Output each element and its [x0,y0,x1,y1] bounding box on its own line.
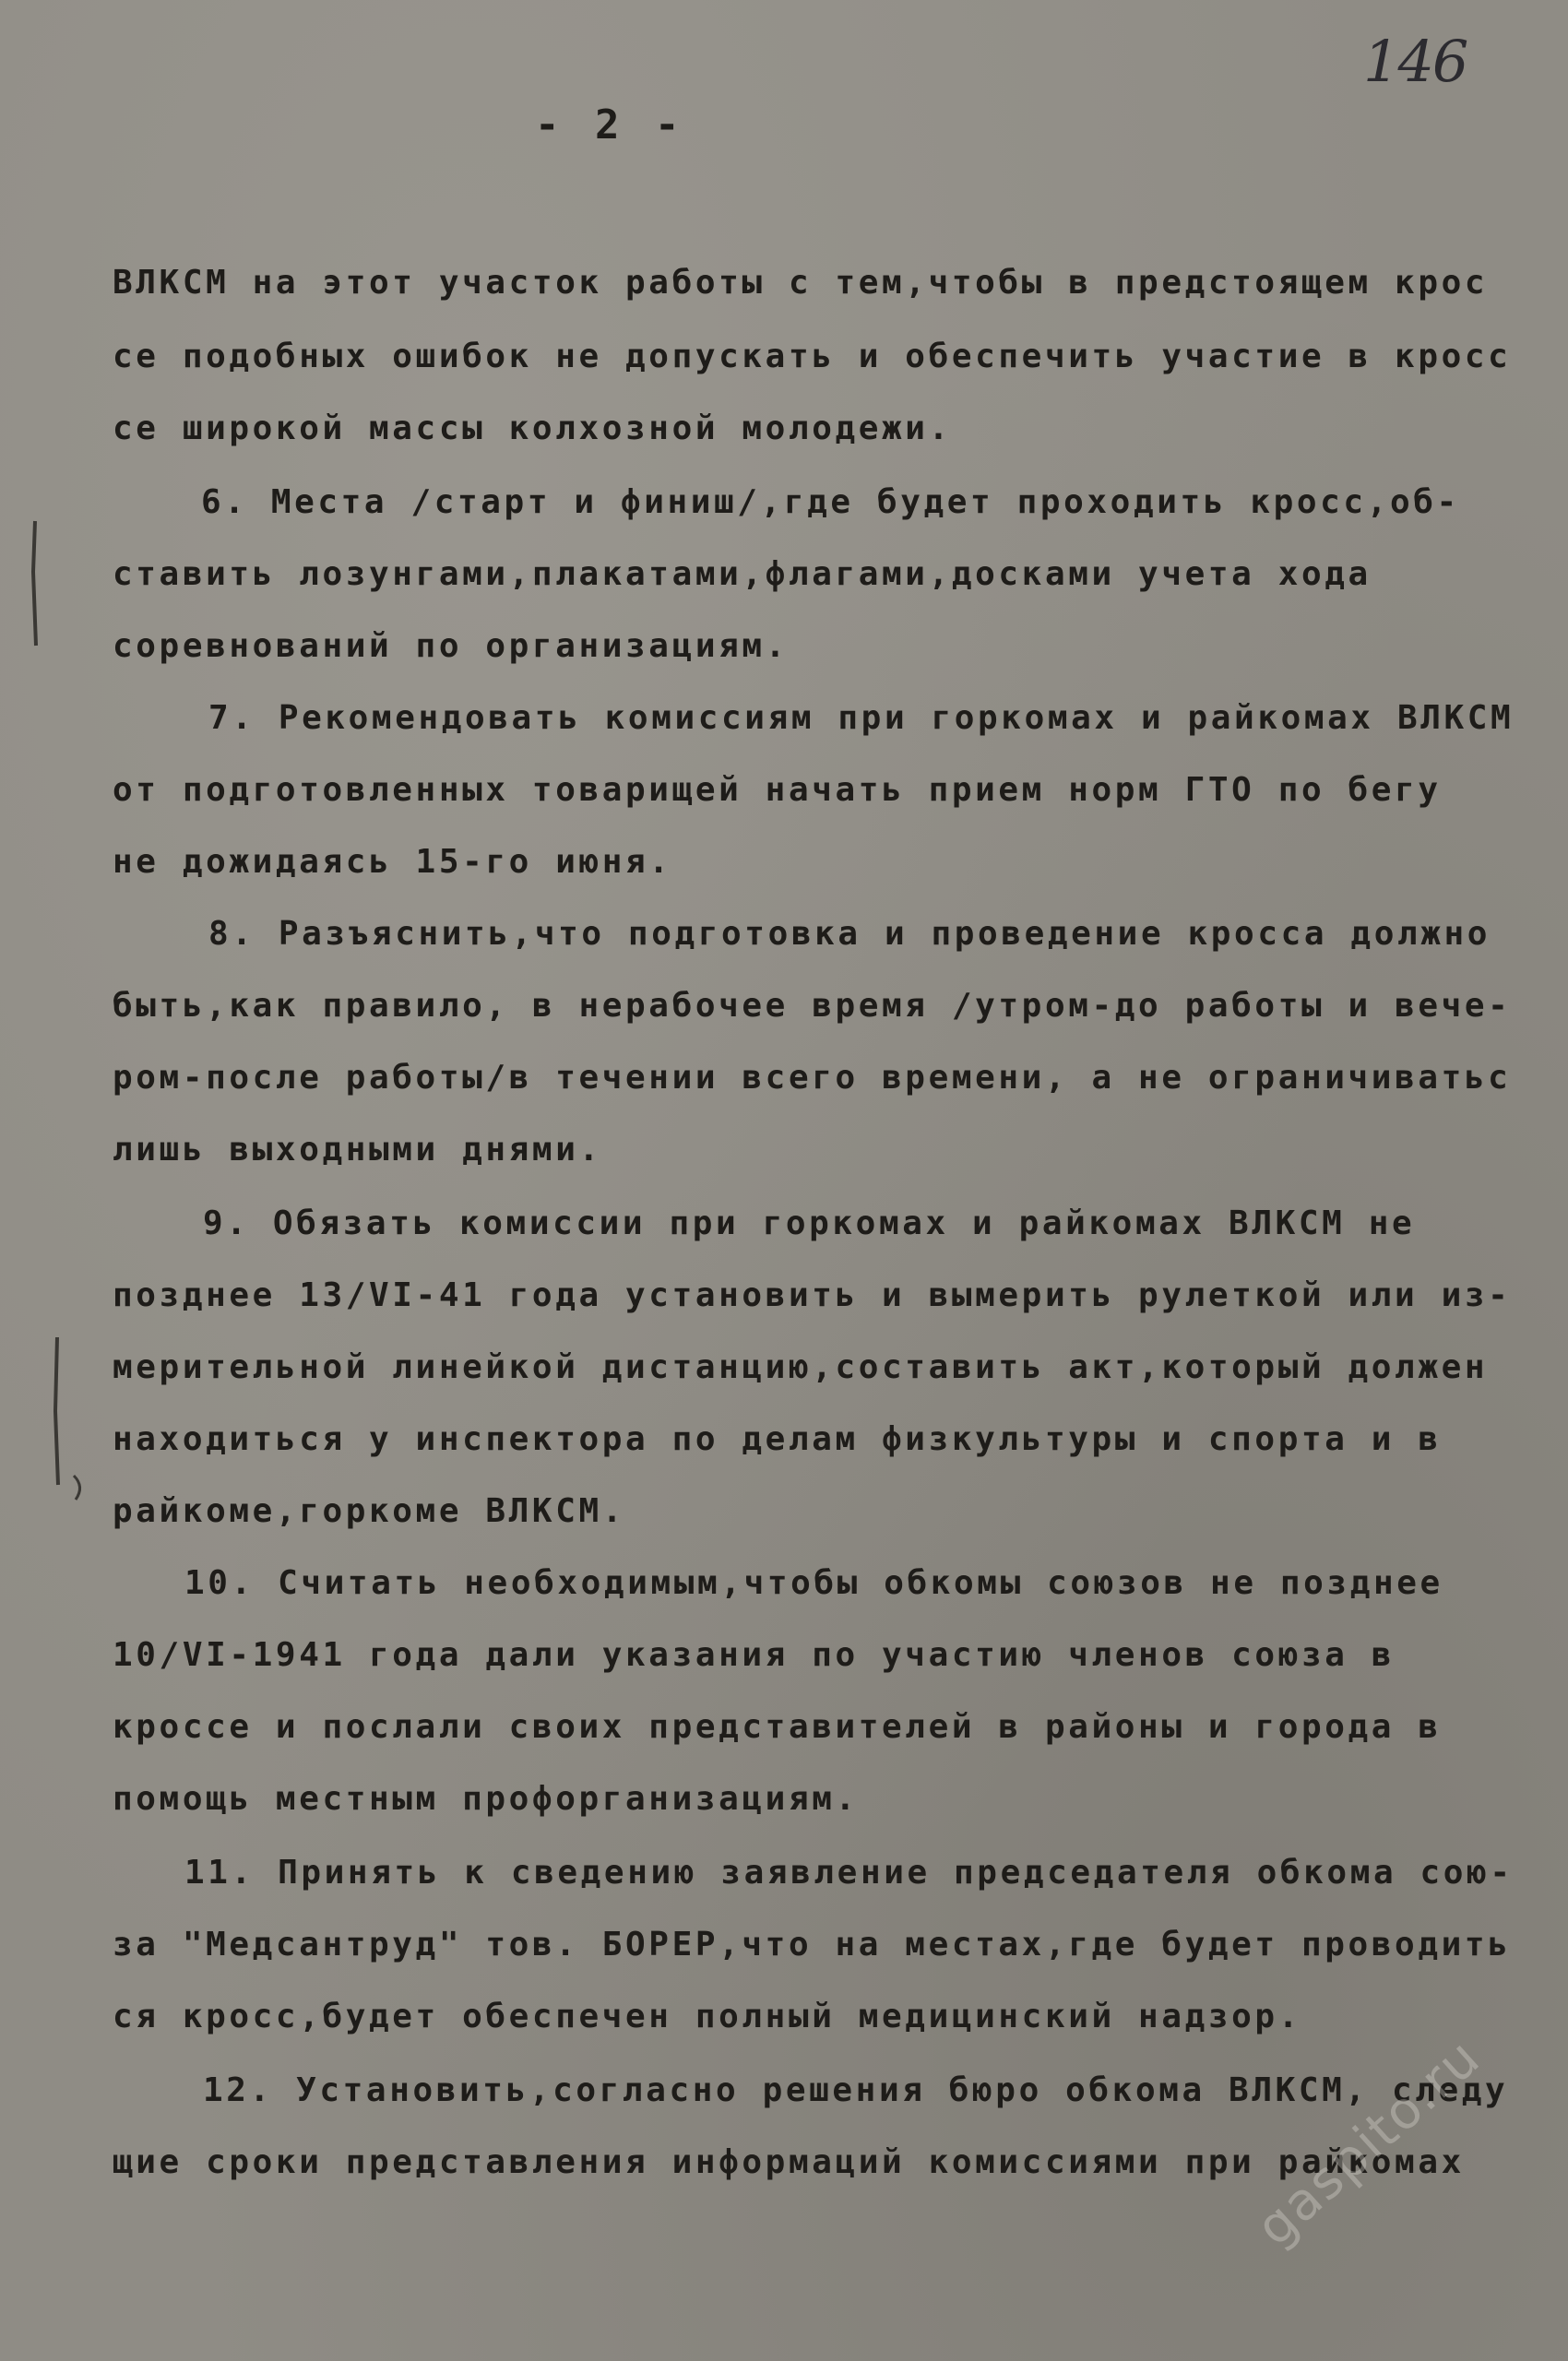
text-line: за "Медсантруд" тов. БОРЕР,что на местах,где будет проводить [113,1926,1512,1964]
text-line: кроссе и послали своих представителей в районы и города в [113,1708,1442,1746]
text-line: соревнований по организациям. [113,627,789,665]
text-line: мерительной линейкой дистанцию,составить акт,который должен [113,1348,1489,1386]
text-line: райкоме,горкоме ВЛКСМ. [113,1492,626,1530]
text-line: ВЛКСМ на этот участок работы с тем,чтобы в предстоящем крос [113,264,1489,302]
text-line: помощь местным профорганизациям. [113,1780,859,1818]
margin-mark-upper [17,516,53,655]
text-line: 10. Считать необходимым,чтобы обкомы союзов не позднее [184,1564,1443,1602]
text-line: 12. Установить,согласно решения бюро обкома ВЛКСМ, следу [203,2071,1509,2109]
text-line: 7. Рекомендовать комиссиям при горкомах и райкомах ВЛКСМ [208,699,1515,737]
text-line: се подобных ошибок не допускать и обеспечить участие в кросс [113,338,1512,375]
page-number: - 2 - [535,101,685,148]
watermark: gaspito.ru [1245,2027,1492,2259]
text-line: се широкой массы колхозной молодежи. [113,409,952,447]
text-line: 11. Принять к сведению заявление председателя обкома сою- [184,1854,1514,1892]
margin-mark-lower [37,1328,92,1513]
text-line: находиться у инспектора по делам физкультуры и спорта и в [113,1420,1442,1458]
text-line: щие сроки представления информаций комиссиями при райкомах [113,2143,1465,2181]
text-line: не дожидаясь 15-го июня. [113,843,672,881]
text-line: 6. Места /старт и финиш/,где будет проходить кросс,об- [201,483,1460,521]
archive-sheet-number: 146 [1363,28,1467,95]
text-line: лишь выходными днями. [113,1131,602,1169]
text-line: ставить лозунгами,плакатами,флагами,досками учета хода [113,555,1372,593]
text-line: ром-после работы/в течении всего времени, а не ограничиватьс [113,1059,1512,1097]
text-line: позднее 13/VI-41 года установить и вымерить рулеткой или из- [113,1276,1512,1314]
text-line: быть,как правило, в нерабочее время /утром-до работы и вече- [113,987,1512,1025]
text-line: 9. Обязать комиссии при горкомах и райкомах ВЛКСМ не [203,1204,1416,1242]
text-line: от подготовленных товарищей начать прием норм ГТО по бегу [113,771,1442,809]
text-line: 8. Разъяснить,что подготовка и проведение кросса должно [208,915,1491,953]
text-line: ся кросс,будет обеспечен полный медицинский надзор. [113,1998,1301,2035]
text-line: 10/VI-1941 года дали указания по участию членов союза в [113,1636,1396,1674]
